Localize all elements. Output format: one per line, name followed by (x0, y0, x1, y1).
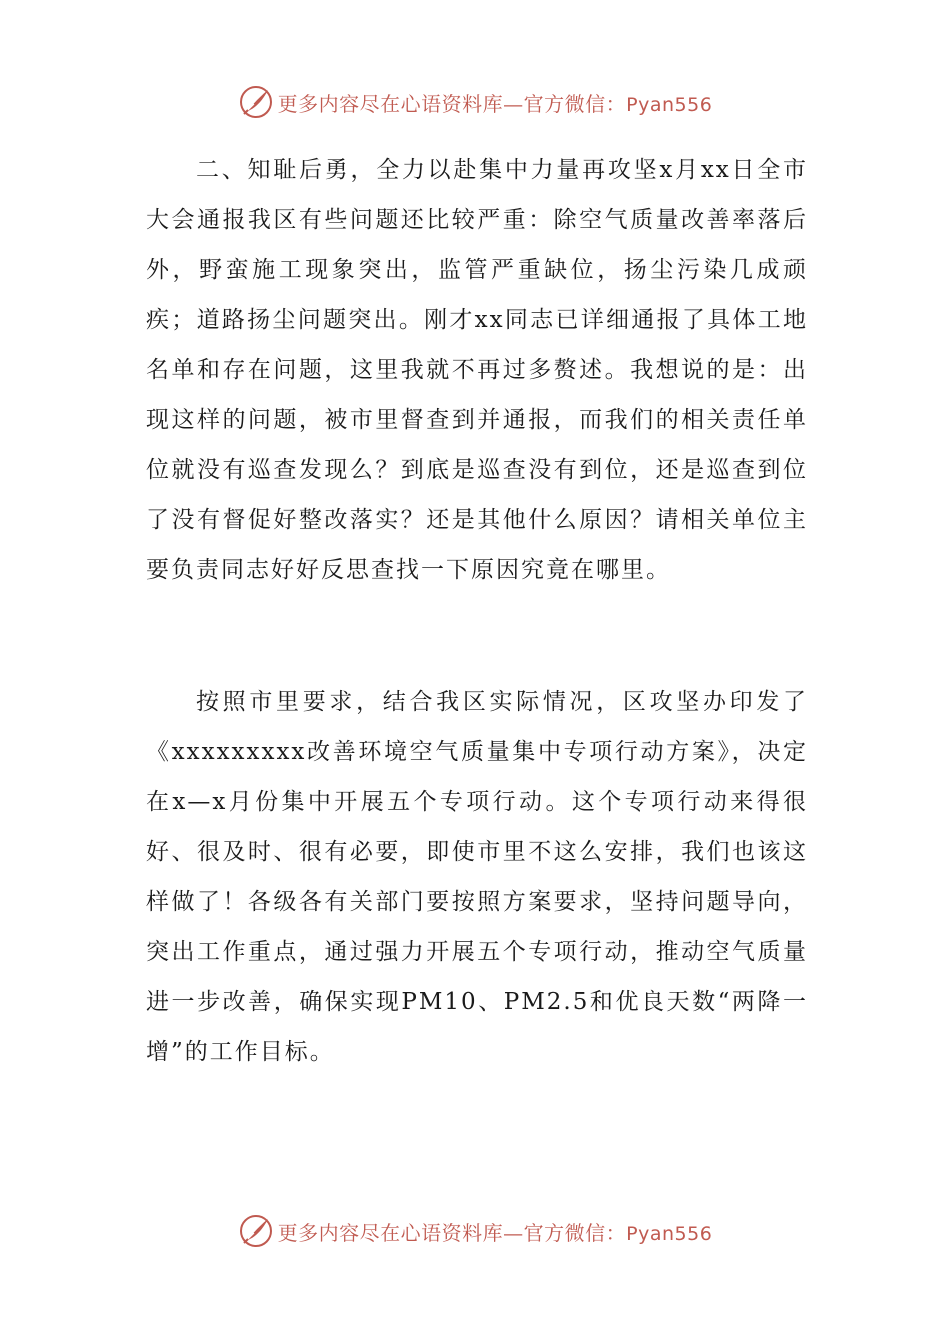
banner-promo-text (278, 88, 713, 117)
wechat-handle: Pyan556 (626, 1222, 713, 1245)
feather-pen-logo-icon (238, 84, 274, 120)
banner-label: 更多内容尽在心语资料库—官方微信： (277, 91, 627, 116)
banner-promo-text (278, 1217, 713, 1246)
wechat-handle: Pyan556 (626, 93, 713, 116)
document-paragraph: 二、知耻后勇，全力以赴集中力量再攻坚x月xx日全市大会通报我区有些问题还比较严重：除空气质量改善率落后外，野蛮施工现象突出，监管严重缺位，扬尘污染几成顽疾；道路扬尘问题突出。刚才xx同志已详细通报了具体工地名单和存在问题，这里我就不再过多赘述。我想说的是：出现这样的问题，被市里督查到并通报，而我们的相关责任单位就没有巡查发现么？到底是巡查没有到位，还是巡查到位了没有督促好整改落实？还是其他什么原因？请相关单位主要负责同志好好反思查找一下原因究竟在哪里。 (146, 157, 808, 583)
feather-pen-logo-icon (238, 1213, 274, 1249)
document-paragraph: 按照市里要求，结合我区实际情况，区攻坚办印发了《xxxxxxxxx改善环境空气质量集中专项行动方案》，决定在x—x月份集中开展五个专项行动。这个专项行动来得很好、很及时、很有必要，即使市里不这么安排，我们也该这样做了！各级各有关部门要按照方案要求，坚持问题导向，突出工作重点，通过强力开展五个专项行动，推动空气质量进一步改善，确保实现PM10、PM2.5和优良天数“两降一增”的工作目标。 (146, 689, 808, 1065)
banner-label: 更多内容尽在心语资料库—官方微信： (277, 1220, 627, 1245)
footer-banner (0, 1211, 950, 1251)
header-banner (0, 82, 950, 122)
